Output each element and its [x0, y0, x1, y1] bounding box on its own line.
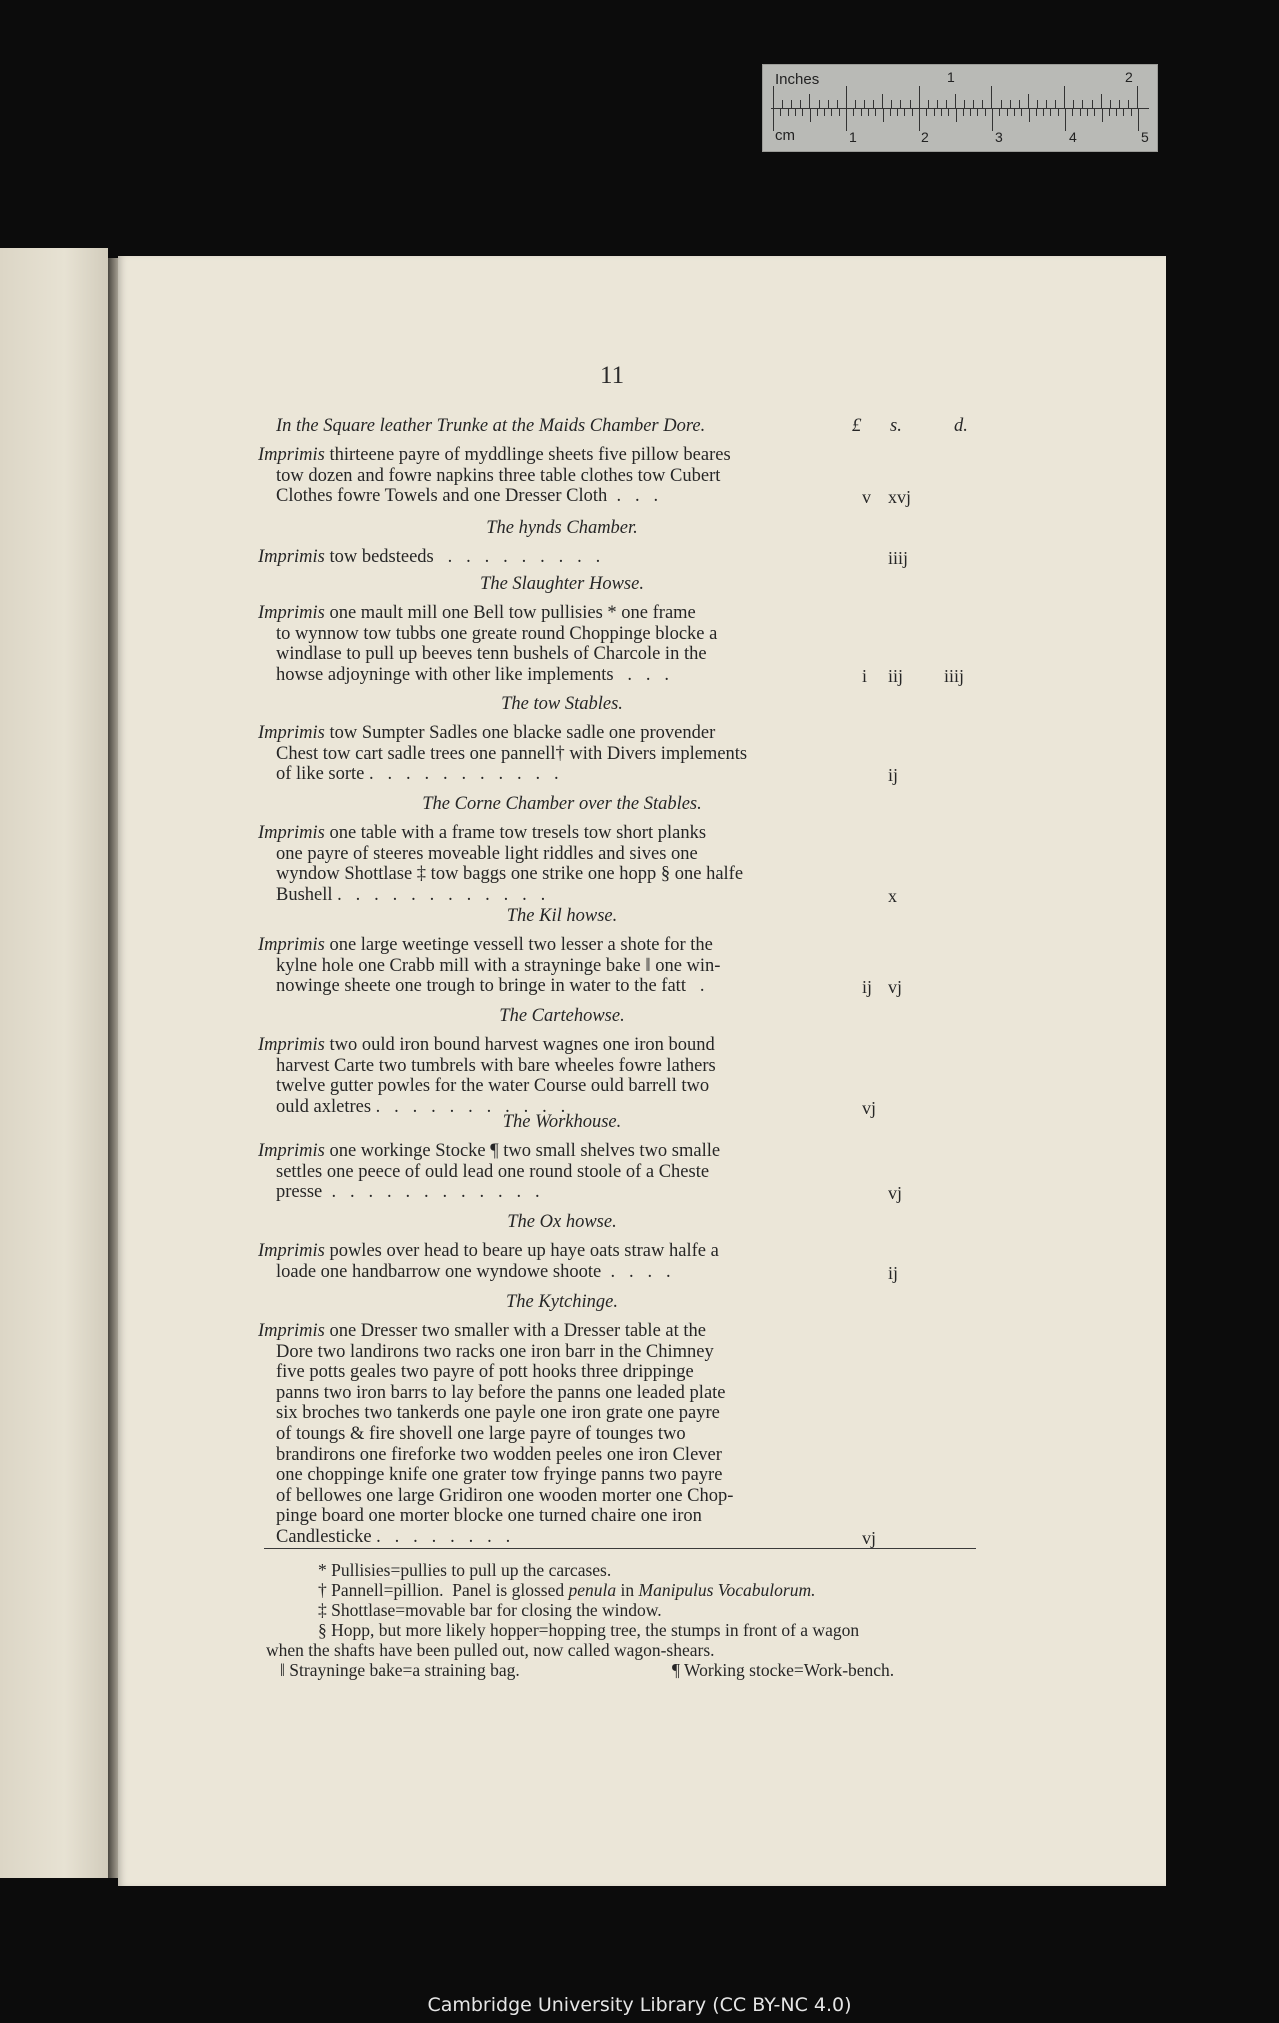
entry-line: [276, 955, 720, 977]
ruler-tick: [946, 100, 947, 108]
entry-text: settles one peece of ould lead one round stoole of a Cheste: [276, 1161, 710, 1182]
ruler-tick: [800, 100, 801, 108]
ruler-tick: [828, 100, 829, 108]
entry-text: one choppinge knife one grater tow fryinge panns two payre: [276, 1465, 723, 1486]
ruler-tick: [1036, 109, 1037, 116]
entry-line: [276, 664, 669, 686]
amount-shillings: ij: [888, 1262, 899, 1283]
ruler-tick: [802, 109, 803, 116]
entry-text: tow Sumpter Sadles one blacke sadle one provender: [324, 723, 716, 743]
entry-line: [276, 1361, 694, 1383]
ruler-tick: [963, 109, 964, 116]
footnote-5: ‖ Strayninge bake=a straining bag.: [280, 1660, 520, 1680]
section-heading: The Workhouse.: [502, 1112, 622, 1132]
amount-shillings: iiij: [888, 548, 909, 568]
ruler-tick: [937, 100, 938, 108]
entry-line: [276, 1181, 540, 1203]
ruler-tick: [875, 109, 876, 116]
ruler-tick: [1131, 109, 1132, 116]
ruler-cm-label: cm: [775, 127, 795, 144]
entry-lead-word: Imprimis: [258, 1241, 325, 1261]
entry-text: nowinge sheete one trough to bringe in water to the fatt .: [276, 976, 705, 997]
ruler-tick: [982, 100, 983, 108]
ruler-tick: [955, 94, 956, 108]
ruler-cm-number: 3: [995, 129, 1003, 145]
footnote-4: § Hopp, but more likely hopper=hopping tree, the stumps in front of a wagon: [318, 1620, 860, 1640]
ruler-tick: [992, 109, 993, 131]
ruler-tick: [1101, 94, 1102, 108]
ruler-tick: [1092, 100, 1093, 108]
ruler-tick: [977, 109, 978, 116]
ruler-tick: [791, 100, 792, 108]
entry-lead-word: Imprimis: [258, 1321, 325, 1341]
entry-line: [276, 1402, 720, 1424]
entry-text: windlase to pull up beeves tenn bushels of Charcole in the: [276, 644, 707, 665]
column-header-pounds: £: [852, 416, 862, 436]
ruler-tick: [1109, 109, 1110, 116]
ruler-tick: [973, 100, 974, 108]
footnote-3: ‡ Shottlase=movable bar for closing the window.: [318, 1600, 662, 1620]
ruler-tick: [819, 100, 820, 108]
ruler-tick: [873, 100, 874, 108]
ruler-tick: [1065, 109, 1066, 131]
entry-text: harvest Carte two tumbrels with bare wheeles fowre lathers: [276, 1055, 716, 1076]
entry-text: Chest tow cart sadle trees one pannell† with Divers implements: [276, 743, 748, 764]
ruler-tick: [970, 109, 971, 116]
entry-line: [276, 1261, 671, 1283]
entry-text: pinge board one morter blocke one turned chaire one iron: [276, 1506, 702, 1527]
entry-line: [276, 1382, 726, 1404]
ruler-tick: [1138, 109, 1139, 131]
amount-shillings: vj: [888, 977, 903, 998]
entry-text: tow bedsteeds . . . . . . . . .: [324, 547, 601, 567]
entry-text: one Dresser two smaller with a Dresser table at the: [324, 1321, 706, 1341]
entry-line: [258, 1034, 715, 1056]
entry-line: [258, 1140, 720, 1162]
ruler-tick: [926, 109, 927, 116]
amount-pence: iiij: [944, 665, 965, 686]
ruler-tick: [1102, 109, 1103, 122]
entry-line: [276, 975, 704, 997]
ruler-tick: [1010, 100, 1011, 108]
entry-line: [258, 722, 715, 744]
entry-lead-word: Imprimis: [258, 547, 325, 567]
ruler-tick: [964, 100, 965, 108]
footnote-2-text: † Pannell=pillion. Panel is glossed: [318, 1580, 569, 1600]
ruler-tick: [919, 86, 920, 108]
amount-shillings: ij: [888, 765, 899, 786]
ruler-tick: [891, 100, 892, 108]
ruler-cm-number: 1: [849, 129, 857, 145]
entry-text: powles over head to beare up haye oats straw halfe a: [324, 1241, 719, 1261]
ruler-inch-number: 1: [947, 69, 955, 85]
entry-line: [258, 444, 731, 466]
entry-text: of like sorte . . . . . . . . . . .: [276, 764, 559, 785]
ruler-tick: [824, 109, 825, 116]
entry-line: [276, 1423, 686, 1445]
entry-text: one workinge Stocke ¶ two small shelves two smalle: [324, 1141, 721, 1161]
entry-line: [276, 743, 747, 765]
page-number: 11: [600, 362, 625, 389]
entry-text: of bellowes one large Gridiron one wooden morter one Chop-: [276, 1485, 734, 1506]
entry-line: [258, 934, 713, 956]
ruler-tick: [883, 109, 884, 122]
ruler-tick: [1019, 100, 1020, 108]
entry-text: two ould iron bound harvest wagnes one iron bound: [324, 1035, 715, 1055]
ruler-inches-label: Inches: [775, 71, 820, 88]
left-page-edge: [0, 248, 108, 1878]
ruler-tick: [882, 94, 883, 108]
entry-line: [276, 1485, 733, 1507]
ruler-tick: [919, 109, 920, 131]
amount-pounds: ij: [862, 977, 873, 998]
entry-text: Dore two landirons two racks one iron barr in the Chimney: [276, 1341, 714, 1362]
entry-lead-word: Imprimis: [258, 723, 325, 743]
entry-text: loade one handbarrow one wyndowe shoote . . . .: [276, 1261, 671, 1282]
ruler-tick: [868, 109, 869, 116]
section-heading: The Kytchinge.: [505, 1292, 619, 1312]
section-heading: The Kil howse.: [506, 906, 618, 926]
section-heading: The Ox howse.: [507, 1212, 617, 1232]
ruler-tick: [904, 109, 905, 116]
footnote-1: * Pullisies=pullies to pull up the carcases.: [318, 1560, 612, 1580]
ruler-tick: [788, 109, 789, 116]
ruler-tick: [956, 109, 957, 122]
ruler-tick: [900, 100, 901, 108]
ruler-tick: [1072, 109, 1073, 116]
ruler-tick: [1128, 100, 1129, 108]
amount-shillings: xvj: [888, 487, 912, 508]
entry-text: one large weetinge vessell two lesser a shote for the: [324, 935, 713, 955]
footnote-4-continued: when the shafts have been pulled out, now called wagon-shears.: [266, 1640, 715, 1660]
ruler-tick: [1110, 100, 1111, 108]
entry-text: ould axletres . . . . . . . . . . .: [276, 1096, 566, 1117]
section-heading: The Corne Chamber over the Stables.: [422, 794, 702, 814]
section-heading: The Cartehowse.: [499, 1006, 625, 1026]
image-credit: Cambridge University Library (CC BY-NC 4.0): [427, 1994, 852, 2016]
column-header-pence: d.: [954, 416, 968, 436]
amount-pounds: vj: [862, 1528, 877, 1548]
entry-text: one table with a frame tow tresels tow short planks: [324, 823, 707, 843]
entry-text: presse . . . . . . . . . . . .: [276, 1182, 540, 1203]
entry-text: six broches two tankerds one payle one iron grate one payre: [276, 1403, 720, 1424]
entry-lead-word: Imprimis: [258, 1035, 325, 1055]
ruler-tick: [1082, 100, 1083, 108]
entry-line: [276, 1444, 722, 1466]
entry-line: [258, 1320, 706, 1342]
ruler-tick: [1137, 86, 1138, 108]
ruler-tick: [999, 109, 1000, 116]
ruler-tick: [817, 109, 818, 116]
ruler-tick: [1119, 100, 1120, 108]
entry-text: panns two iron barrs to lay before the panns one leaded plate: [276, 1382, 726, 1403]
ruler-tick: [910, 100, 911, 108]
section-heading: The Slaughter Howse.: [480, 574, 644, 594]
ruler-tick: [855, 100, 856, 108]
entry-text: kylne hole one Crabb mill with a strayninge bake ‖ one win-: [276, 955, 721, 976]
ruler-tick: [1055, 100, 1056, 108]
ruler-cm-number: 5: [1141, 129, 1149, 145]
ruler-tick: [837, 100, 838, 108]
section-heading: The hynds Chamber.: [486, 518, 638, 538]
ruler-tick: [941, 109, 942, 116]
ruler-tick: [1094, 109, 1095, 116]
ruler-tick: [1058, 109, 1059, 116]
ruler-tick: [846, 86, 847, 108]
entry-line: [276, 1464, 722, 1486]
entry-line: [276, 485, 658, 507]
ruler-inch-number: 2: [1125, 69, 1133, 85]
amount-shillings: vj: [888, 1183, 903, 1204]
ruler-tick: [1123, 109, 1124, 116]
ruler-tick: [912, 109, 913, 116]
entry-text: Candlesticke . . . . . . . .: [276, 1527, 511, 1547]
ruler-tick: [1028, 94, 1029, 108]
ruler-tick: [773, 86, 774, 108]
ruler-tick: [1073, 100, 1074, 108]
entry-line: [276, 465, 720, 487]
footnote-2: [318, 1580, 815, 1601]
entry-lead-word: Imprimis: [258, 1141, 325, 1161]
ruler-tick: [1029, 109, 1030, 122]
ruler-midline: [771, 108, 1149, 109]
entry-text: howse adjoyninge with other like implements . . .: [276, 664, 670, 685]
ruler-tick: [1064, 86, 1065, 108]
ruler-tick: [853, 109, 854, 116]
footnote-2-source: Manipulus Vocabulorum.: [638, 1580, 816, 1600]
ruler-tick: [773, 109, 774, 131]
entry-line: [276, 1161, 709, 1183]
entry-text: Clothes fowre Towels and one Dresser Cloth . . .: [276, 486, 659, 507]
entry-text: tow dozen and fowre napkins three table clothes tow Cubert: [276, 465, 721, 486]
entry-line: [276, 623, 717, 645]
ruler-tick: [928, 100, 929, 108]
entry-lead-word: Imprimis: [258, 823, 325, 843]
entry-text: one payre of steeres moveable light riddles and sives one: [276, 843, 698, 864]
ruler-tick: [864, 100, 865, 108]
ruler-tick: [1037, 100, 1038, 108]
ruler-tick: [1087, 109, 1088, 116]
ruler-tick: [890, 109, 891, 116]
ruler-tick: [846, 109, 847, 131]
amount-shillings: iij: [888, 665, 904, 686]
ruler-tick: [948, 109, 949, 116]
ruler-tick: [839, 109, 840, 116]
column-header-shillings: s.: [890, 416, 902, 436]
entry-line: [258, 822, 706, 844]
entry-line: [276, 1505, 702, 1527]
entry-lead-word: Imprimis: [258, 935, 325, 955]
ruler-tick: [1021, 109, 1022, 116]
ruler-tick: [1007, 109, 1008, 116]
ruler-tick: [831, 109, 832, 116]
footnote-rule: [264, 1548, 976, 1549]
ruler-tick: [1001, 100, 1002, 108]
entry-line: [276, 1526, 510, 1548]
measurement-ruler: [762, 64, 1158, 152]
entry-line: [276, 863, 743, 885]
ruler-tick: [809, 94, 810, 108]
ruler-tick: [897, 109, 898, 116]
entry-text: thirteene payre of myddlinge sheets five pillow beares: [324, 445, 731, 465]
entry-lead-word: Imprimis: [258, 445, 325, 465]
section-heading: In the Square leather Trunke at the Maids Chamber Dore.: [276, 416, 706, 436]
ruler-tick: [1050, 109, 1051, 116]
entry-line: [276, 1341, 714, 1363]
footnote-2-in: in: [616, 1580, 639, 1600]
entry-text: brandirons one fireforke two wodden peeles one iron Clever: [276, 1444, 722, 1465]
ruler-tick: [1116, 109, 1117, 116]
footnote-2-term: penula: [568, 1580, 617, 1600]
section-heading: The tow Stables.: [501, 694, 623, 714]
entry-line: [276, 843, 698, 865]
entry-line: [276, 1075, 709, 1097]
entry-text: Bushell . . . . . . . . . . . .: [276, 884, 546, 905]
ruler-tick: [861, 109, 862, 116]
ruler-tick: [985, 109, 986, 116]
entry-line: [258, 546, 600, 568]
entry-line: [276, 763, 559, 785]
entry-line: [276, 643, 707, 665]
ruler-tick: [1014, 109, 1015, 116]
amount-pounds: vj: [862, 1097, 877, 1118]
ruler-cm-number: 2: [921, 129, 929, 145]
ruler-tick: [1080, 109, 1081, 116]
ruler-tick: [1046, 100, 1047, 108]
entry-text: twelve gutter powles for the water Course ould barrell two: [276, 1076, 710, 1097]
entry-lead-word: Imprimis: [258, 603, 325, 623]
amount-shillings: x: [888, 885, 897, 906]
entry-line: [258, 1240, 719, 1262]
entry-text: five potts geales two payre of pott hooks three drippinge: [276, 1362, 694, 1383]
entry-line: [258, 602, 696, 624]
entry-text: wyndow Shottlase ‡ tow baggs one strike one hopp § one halfe: [276, 864, 744, 885]
amount-pounds: i: [862, 665, 868, 686]
ruler-tick: [810, 109, 811, 122]
amount-pounds: v: [862, 487, 871, 508]
ruler-tick: [780, 109, 781, 116]
footnote-6: ¶ Working stocke=Work-bench.: [672, 1660, 895, 1680]
ruler-tick: [1043, 109, 1044, 116]
entry-text: of toungs & fire shovell one large payre of tounges two: [276, 1424, 686, 1444]
entry-line: [276, 884, 545, 906]
ruler-tick: [991, 86, 992, 108]
ruler-tick: [795, 109, 796, 116]
ruler-tick: [782, 100, 783, 108]
entry-text: one mault mill one Bell tow pullisies * one frame: [324, 603, 696, 623]
ruler-tick: [934, 109, 935, 116]
entry-text: to wynnow tow tubbs one greate round Choppinge blocke a: [276, 623, 718, 644]
entry-line: [276, 1055, 716, 1077]
ruler-cm-number: 4: [1069, 129, 1077, 145]
